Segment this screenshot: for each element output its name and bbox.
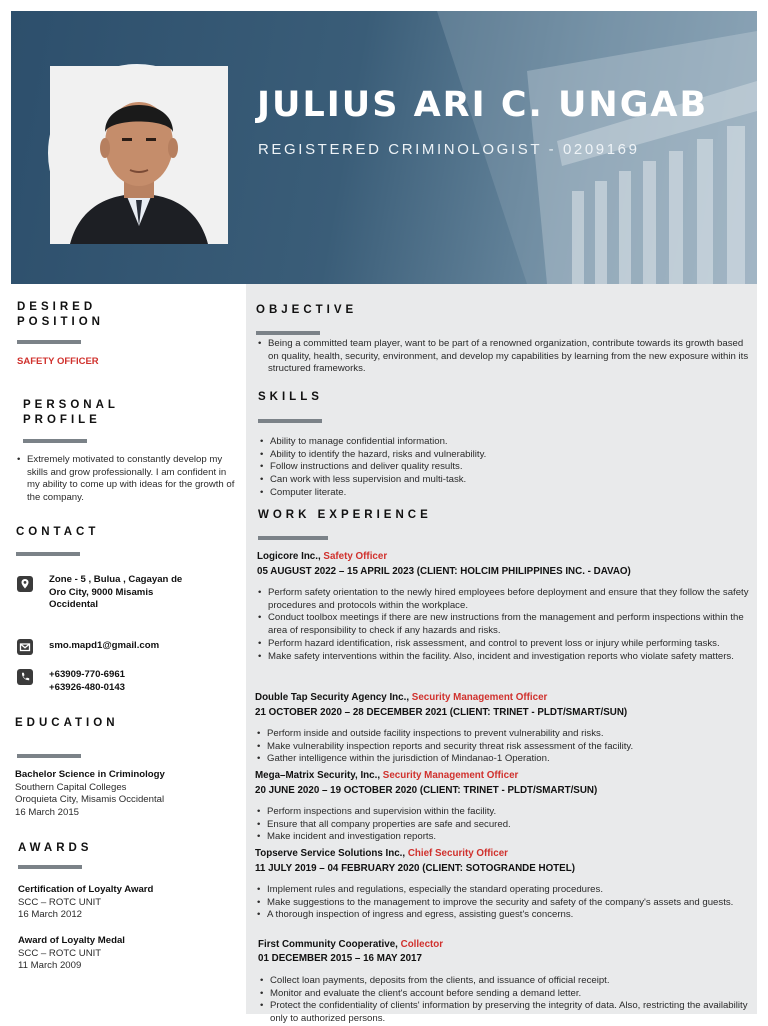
award-date: 16 March 2012 <box>18 909 82 921</box>
award-name: Award of Loyalty Medal <box>18 935 125 946</box>
profile-title-line1: PERSONAL <box>23 399 119 411</box>
left-column <box>11 284 246 1014</box>
list-item: • Collect loan payments, deposits from the clients, and issuance of official receipt. <box>258 975 755 988</box>
profile-title-line2: PROFILE <box>23 414 101 426</box>
personal-profile-title <box>23 398 119 428</box>
award-item-2 <box>18 935 243 973</box>
list-item: • Computer literate. <box>258 487 748 500</box>
award-org: SCC – ROTC UNIT <box>18 947 102 959</box>
job-company: Mega–Matrix Security, Inc., <box>255 770 383 781</box>
job-dates: 20 JUNE 2020 – 19 OCTOBER 2020 (CLIENT: TRINET - PLDT/SMART/SUN) <box>255 785 598 796</box>
header-banner <box>11 11 757 284</box>
job-role: Safety Officer <box>323 551 388 562</box>
job-company: Logicore Inc., <box>257 551 324 562</box>
award-date: 11 March 2009 <box>18 960 82 972</box>
job-heading <box>255 848 508 859</box>
list-item: • Make incident and investigation reports. <box>255 831 755 844</box>
section-rule <box>23 439 87 443</box>
list-item: • Conduct toolbox meetings if there are new instructions from the management and perform inspections within the area of responsibility to check if any hazards and risks. <box>256 612 756 637</box>
list-item: • Make suggestions to the management to improve the security and safety of the company's assets and guests. <box>255 897 755 910</box>
section-rule <box>256 331 320 335</box>
list-item: • Follow instructions and deliver quality results. <box>258 461 748 474</box>
list-item: • Ability to manage confidential information. <box>258 436 748 449</box>
job-company: Topserve Service Solutions Inc., <box>255 848 408 859</box>
mail-icon <box>17 639 33 655</box>
education-degree: Bachelor Science in Criminology <box>15 769 165 780</box>
section-rule <box>16 552 80 556</box>
education-date: 16 March 2015 <box>15 807 79 819</box>
location-pin-icon <box>17 576 33 592</box>
work-experience-title: WORK EXPERIENCE <box>258 509 432 521</box>
contact-address: Zone - 5 , Bulua , Cagayan de Oro City, 9000 Misamis Occidental <box>49 574 183 611</box>
list-item: • A thorough inspection of ingress and egress, assisting guest's concerns. <box>255 909 755 922</box>
job-duties-list <box>255 728 755 766</box>
profile-list <box>15 454 241 505</box>
contact-phone-2: +63926-480-0143 <box>49 682 126 693</box>
resume-page <box>11 11 757 1025</box>
job-heading <box>255 692 547 703</box>
job-company: First Community Cooperative, <box>258 939 401 950</box>
list-item: • Extremely motivated to constantly develop my skills and grow professionally. I am confident in my ability to come up with ideas for the growth of the company. <box>15 454 241 505</box>
contact-phone-1: +63909-770-6961 <box>49 669 126 680</box>
list-item: • Being a committed team player, want to be part of a renowned organization, contribute towards its growth based on quality, health, security, environment, and develop my capabilities by learning from the new exposure within its structured frameworks. <box>256 338 754 376</box>
job-duties-list <box>258 975 755 1026</box>
job-dates: 01 DECEMBER 2015 – 16 MAY 2017 <box>258 953 422 964</box>
award-item-1 <box>18 884 243 922</box>
list-item: • Make vulnerability inspection reports and security threat risk assessment of the facility. <box>255 741 755 754</box>
education-place: Oroquieta City, Misamis Occidental <box>15 794 165 806</box>
education-entry <box>15 769 243 820</box>
job-role: Security Management Officer <box>382 770 519 781</box>
list-item: • Ability to identify the hazard, risks and vulnerability. <box>258 449 748 462</box>
job-role: Security Management Officer <box>411 692 548 703</box>
list-item: • Perform hazard identification, risk assessment, and control to prevent loss or injury while performing tasks. <box>256 638 756 651</box>
awards-title: AWARDS <box>18 842 93 854</box>
list-item: • Monitor and evaluate the client's account before sending a demand letter. <box>258 988 755 1001</box>
list-item: • Perform inside and outside facility inspections to prevent vulnerability and risks. <box>255 728 755 741</box>
education-title: EDUCATION <box>15 717 119 729</box>
job-role: Collector <box>400 939 444 950</box>
list-item: • Implement rules and regulations, especially the standard operating procedures. <box>255 884 755 897</box>
objective-title: OBJECTIVE <box>256 304 358 316</box>
award-name: Certification of Loyalty Award <box>18 884 154 895</box>
job-company: Double Tap Security Agency Inc., <box>255 692 412 703</box>
list-item: • Ensure that all company properties are safe and secured. <box>255 819 755 832</box>
list-item: • Protect the confidentiality of clients' information by preserving the integrity of data. Also, restricting the availability only to authorized persons. <box>258 1000 755 1025</box>
profile-photo <box>48 64 226 242</box>
candidate-subtitle: REGISTERED CRIMINOLOGIST - 0209169 <box>258 141 640 158</box>
contact-email[interactable]: smo.mapd1@gmail.com <box>49 640 160 651</box>
list-item: • Gather intelligence within the jurisdiction of Mindanao-1 Operation. <box>255 753 755 766</box>
award-org: SCC – ROTC UNIT <box>18 896 102 908</box>
objective-list <box>256 338 754 376</box>
desired-title-line1: DESIRED <box>17 301 97 313</box>
job-dates: 05 AUGUST 2022 – 15 APRIL 2023 (CLIENT: HOLCIM PHILIPPINES INC. - DAVAO) <box>257 566 631 577</box>
job-role: Chief Security Officer <box>407 848 508 859</box>
job-heading <box>257 551 387 562</box>
section-rule <box>17 340 81 344</box>
job-duties-list <box>256 587 756 663</box>
list-item: • Make safety interventions within the facility. Also, incident and investigation reports who violate safety matters. <box>256 651 756 664</box>
desired-title-line2: POSITION <box>17 316 104 328</box>
job-duties-list <box>255 806 755 844</box>
candidate-name: JULIUS ARI C. UNGAB <box>257 85 709 125</box>
phone-icon <box>17 669 33 685</box>
job-duties-list <box>255 884 755 922</box>
section-rule <box>18 865 82 869</box>
education-school: Southern Capital Colleges <box>15 781 127 793</box>
list-item: • Perform inspections and supervision within the facility. <box>255 806 755 819</box>
skills-title: SKILLS <box>258 391 323 403</box>
section-rule <box>258 419 322 423</box>
contact-title: CONTACT <box>16 526 100 538</box>
desired-position-value: SAFETY OFFICER <box>17 356 99 367</box>
person-portrait-icon <box>50 66 228 244</box>
job-dates: 21 OCTOBER 2020 – 28 DECEMBER 2021 (CLIENT: TRINET - PLDT/SMART/SUN) <box>255 707 628 718</box>
job-heading <box>255 770 518 781</box>
list-item: • Can work with less supervision and multi-task. <box>258 474 748 487</box>
section-rule <box>17 754 81 758</box>
section-rule <box>258 536 328 540</box>
list-item: • Perform safety orientation to the newly hired employees before deployment and ensure that they follow the safety procedures and protocols within the workplace. <box>256 587 756 612</box>
job-dates: 11 JULY 2019 – 04 FEBRUARY 2020 (CLIENT: SOTOGRANDE HOTEL) <box>255 863 575 874</box>
right-column <box>246 284 757 1025</box>
desired-position-title <box>17 300 104 330</box>
job-heading <box>258 939 443 950</box>
skills-list <box>258 436 748 500</box>
